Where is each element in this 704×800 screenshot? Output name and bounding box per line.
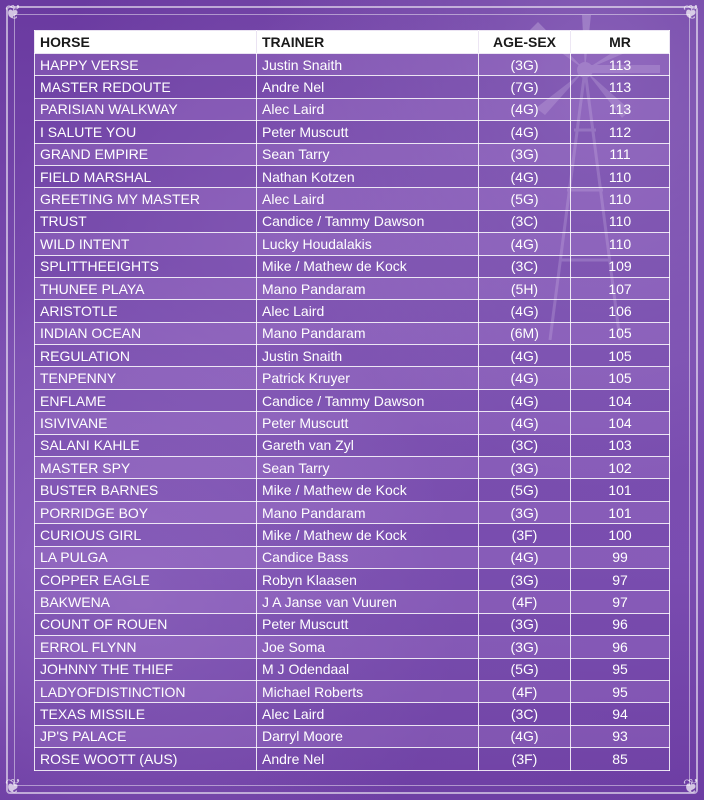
cell-horse: JP'S PALACE: [35, 725, 257, 747]
cell-horse: LADYOFDISTINCTION: [35, 680, 257, 702]
cell-trainer: Michael Roberts: [257, 680, 479, 702]
table-row: [35, 479, 670, 501]
cell-trainer: Patrick Kruyer: [257, 367, 479, 389]
cell-trainer: Alec Laird: [257, 98, 479, 120]
cell-mr: 103: [571, 434, 670, 456]
ratings-table: [34, 30, 670, 771]
cell-mr: 97: [571, 591, 670, 613]
table-row: [35, 188, 670, 210]
cell-trainer: Sean Tarry: [257, 143, 479, 165]
table-row: [35, 165, 670, 187]
cell-age-sex: (4G): [479, 412, 571, 434]
cell-horse: TRUST: [35, 210, 257, 232]
cell-age-sex: (3C): [479, 703, 571, 725]
cell-age-sex: (4G): [479, 367, 571, 389]
cell-age-sex: (4G): [479, 121, 571, 143]
cell-horse: TEXAS MISSILE: [35, 703, 257, 725]
cell-horse: ROSE WOOTT (AUS): [35, 748, 257, 770]
cell-trainer: Darryl Moore: [257, 725, 479, 747]
cell-age-sex: (3F): [479, 748, 571, 770]
table-row: [35, 345, 670, 367]
table-row: [35, 255, 670, 277]
cell-age-sex: (3G): [479, 457, 571, 479]
cell-mr: 106: [571, 300, 670, 322]
table-row: [35, 367, 670, 389]
cell-trainer: Andre Nel: [257, 748, 479, 770]
cell-horse: PARISIAN WALKWAY: [35, 98, 257, 120]
header-horse: HORSE: [35, 31, 257, 54]
cell-mr: 110: [571, 210, 670, 232]
corner-ornament-icon: ❦: [682, 2, 700, 24]
table-row: [35, 300, 670, 322]
cell-age-sex: (4G): [479, 233, 571, 255]
cell-horse: GREETING MY MASTER: [35, 188, 257, 210]
cell-age-sex: (3F): [479, 524, 571, 546]
cell-horse: ARISTOTLE: [35, 300, 257, 322]
cell-horse: PORRIDGE BOY: [35, 501, 257, 523]
cell-age-sex: (4G): [479, 165, 571, 187]
cell-trainer: Mano Pandaram: [257, 501, 479, 523]
cell-horse: CURIOUS GIRL: [35, 524, 257, 546]
cell-mr: 110: [571, 188, 670, 210]
table-row: [35, 322, 670, 344]
cell-age-sex: (3G): [479, 501, 571, 523]
cell-horse: TENPENNY: [35, 367, 257, 389]
cell-mr: 110: [571, 233, 670, 255]
cell-age-sex: (4G): [479, 546, 571, 568]
table-row: [35, 76, 670, 98]
header-trainer: TRAINER: [257, 31, 479, 54]
table-row: [35, 636, 670, 658]
cell-trainer: Justin Snaith: [257, 54, 479, 76]
table-row: [35, 658, 670, 680]
cell-mr: 107: [571, 277, 670, 299]
cell-mr: 105: [571, 367, 670, 389]
cell-horse: SPLITTHEEIGHTS: [35, 255, 257, 277]
cell-age-sex: (3G): [479, 613, 571, 635]
table-row: [35, 680, 670, 702]
cell-age-sex: (3G): [479, 54, 571, 76]
cell-trainer: Candice / Tammy Dawson: [257, 389, 479, 411]
cell-mr: 110: [571, 165, 670, 187]
cell-mr: 95: [571, 658, 670, 680]
cell-mr: 112: [571, 121, 670, 143]
cell-mr: 113: [571, 98, 670, 120]
cell-trainer: Mike / Mathew de Kock: [257, 255, 479, 277]
table-row: [35, 613, 670, 635]
corner-ornament-icon: ❦: [4, 776, 22, 798]
cell-trainer: Mano Pandaram: [257, 322, 479, 344]
table-row: [35, 389, 670, 411]
cell-trainer: Candice / Tammy Dawson: [257, 210, 479, 232]
cell-trainer: Mike / Mathew de Kock: [257, 479, 479, 501]
cell-mr: 109: [571, 255, 670, 277]
corner-ornament-icon: ❦: [4, 2, 22, 24]
cell-mr: 96: [571, 636, 670, 658]
table-row: [35, 501, 670, 523]
table-row: [35, 434, 670, 456]
cell-mr: 97: [571, 568, 670, 590]
cell-horse: COPPER EAGLE: [35, 568, 257, 590]
cell-age-sex: (3G): [479, 636, 571, 658]
cell-mr: 102: [571, 457, 670, 479]
cell-mr: 85: [571, 748, 670, 770]
table-row: [35, 233, 670, 255]
cell-age-sex: (4G): [479, 98, 571, 120]
cell-mr: 99: [571, 546, 670, 568]
cell-trainer: Alec Laird: [257, 703, 479, 725]
cell-mr: 101: [571, 501, 670, 523]
cell-age-sex: (5G): [479, 188, 571, 210]
cell-mr: 101: [571, 479, 670, 501]
cell-age-sex: (4G): [479, 725, 571, 747]
cell-age-sex: (4G): [479, 300, 571, 322]
cell-trainer: M J Odendaal: [257, 658, 479, 680]
cell-trainer: Sean Tarry: [257, 457, 479, 479]
cell-trainer: Alec Laird: [257, 188, 479, 210]
cell-horse: ERROL FLYNN: [35, 636, 257, 658]
cell-mr: 100: [571, 524, 670, 546]
table-row: [35, 54, 670, 76]
cell-mr: 105: [571, 322, 670, 344]
cell-mr: 111: [571, 143, 670, 165]
cell-trainer: Andre Nel: [257, 76, 479, 98]
table-row: [35, 748, 670, 770]
cell-horse: WILD INTENT: [35, 233, 257, 255]
cell-age-sex: (4F): [479, 591, 571, 613]
cell-trainer: Peter Muscutt: [257, 121, 479, 143]
cell-mr: 96: [571, 613, 670, 635]
cell-horse: INDIAN OCEAN: [35, 322, 257, 344]
corner-ornament-icon: ❦: [682, 776, 700, 798]
cell-trainer: Peter Muscutt: [257, 412, 479, 434]
cell-horse: MASTER REDOUTE: [35, 76, 257, 98]
table-row: [35, 412, 670, 434]
cell-horse: ENFLAME: [35, 389, 257, 411]
cell-trainer: Peter Muscutt: [257, 613, 479, 635]
cell-age-sex: (4G): [479, 345, 571, 367]
table-row: [35, 277, 670, 299]
cell-age-sex: (3C): [479, 434, 571, 456]
cell-age-sex: (6M): [479, 322, 571, 344]
table-row: [35, 546, 670, 568]
cell-age-sex: (4F): [479, 680, 571, 702]
cell-trainer: Nathan Kotzen: [257, 165, 479, 187]
cell-horse: I SALUTE YOU: [35, 121, 257, 143]
cell-trainer: Alec Laird: [257, 300, 479, 322]
cell-mr: 105: [571, 345, 670, 367]
cell-age-sex: (3G): [479, 143, 571, 165]
cell-mr: 104: [571, 389, 670, 411]
table-row: [35, 524, 670, 546]
cell-age-sex: (3G): [479, 568, 571, 590]
table-row: [35, 210, 670, 232]
cell-mr: 94: [571, 703, 670, 725]
cell-age-sex: (3C): [479, 255, 571, 277]
header-mr: MR: [571, 31, 670, 54]
cell-horse: MASTER SPY: [35, 457, 257, 479]
table-row: [35, 703, 670, 725]
cell-trainer: Lucky Houdalakis: [257, 233, 479, 255]
cell-horse: FIELD MARSHAL: [35, 165, 257, 187]
cell-trainer: Mike / Mathew de Kock: [257, 524, 479, 546]
cell-mr: 95: [571, 680, 670, 702]
table-row: [35, 121, 670, 143]
table-row: [35, 457, 670, 479]
cell-horse: REGULATION: [35, 345, 257, 367]
table-row: [35, 568, 670, 590]
cell-horse: HAPPY VERSE: [35, 54, 257, 76]
cell-trainer: Mano Pandaram: [257, 277, 479, 299]
table-header-row: [35, 31, 670, 54]
cell-trainer: Justin Snaith: [257, 345, 479, 367]
cell-horse: SALANI KAHLE: [35, 434, 257, 456]
cell-trainer: J A Janse van Vuuren: [257, 591, 479, 613]
cell-age-sex: (5G): [479, 479, 571, 501]
cell-horse: COUNT OF ROUEN: [35, 613, 257, 635]
cell-horse: THUNEE PLAYA: [35, 277, 257, 299]
cell-age-sex: (4G): [479, 389, 571, 411]
cell-trainer: Candice Bass: [257, 546, 479, 568]
table-row: [35, 143, 670, 165]
table-row: [35, 591, 670, 613]
cell-age-sex: (7G): [479, 76, 571, 98]
cell-horse: JOHNNY THE THIEF: [35, 658, 257, 680]
cell-trainer: Gareth van Zyl: [257, 434, 479, 456]
cell-mr: 104: [571, 412, 670, 434]
cell-mr: 93: [571, 725, 670, 747]
cell-age-sex: (5H): [479, 277, 571, 299]
table-row: [35, 98, 670, 120]
cell-age-sex: (5G): [479, 658, 571, 680]
table-row: [35, 725, 670, 747]
cell-trainer: Robyn Klaasen: [257, 568, 479, 590]
cell-mr: 113: [571, 76, 670, 98]
cell-age-sex: (3C): [479, 210, 571, 232]
header-age-sex: AGE-SEX: [479, 31, 571, 54]
cell-trainer: Joe Soma: [257, 636, 479, 658]
cell-horse: BAKWENA: [35, 591, 257, 613]
cell-horse: BUSTER BARNES: [35, 479, 257, 501]
cell-horse: LA PULGA: [35, 546, 257, 568]
cell-horse: ISIVIVANE: [35, 412, 257, 434]
cell-mr: 113: [571, 54, 670, 76]
cell-horse: GRAND EMPIRE: [35, 143, 257, 165]
